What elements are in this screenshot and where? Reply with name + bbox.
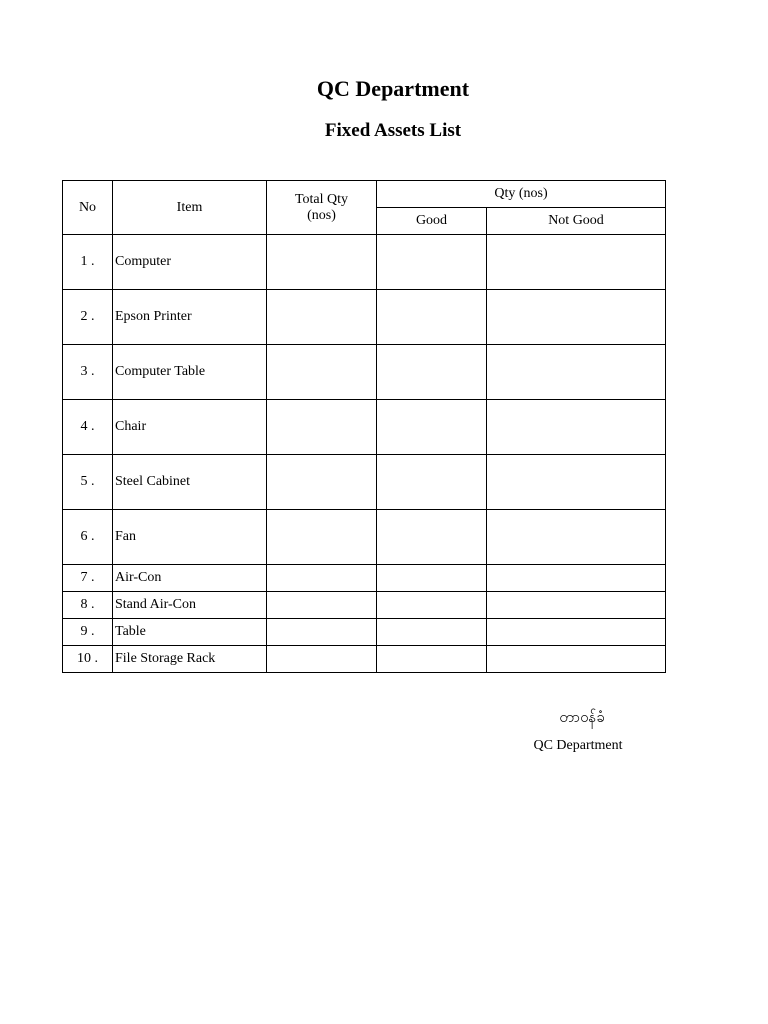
row-number: 8 . <box>63 592 113 619</box>
row-not-good-qty[interactable] <box>487 290 666 345</box>
row-item: Table <box>113 619 267 646</box>
row-item: File Storage Rack <box>113 646 267 673</box>
table-row <box>63 510 666 565</box>
row-item: Steel Cabinet <box>113 455 267 510</box>
row-not-good-qty[interactable] <box>487 510 666 565</box>
row-not-good-qty[interactable] <box>487 455 666 510</box>
table-row <box>63 565 666 592</box>
row-not-good-qty[interactable] <box>487 619 666 646</box>
row-total-qty[interactable] <box>267 290 377 345</box>
table-row <box>63 646 666 673</box>
row-total-qty[interactable] <box>267 565 377 592</box>
row-good-qty[interactable] <box>377 510 487 565</box>
row-number: 1 . <box>63 235 113 290</box>
row-total-qty[interactable] <box>267 619 377 646</box>
table-row <box>63 619 666 646</box>
row-not-good-qty[interactable] <box>487 235 666 290</box>
table-row <box>63 400 666 455</box>
signature-mark: တာဝန်ခံ <box>559 708 605 726</box>
row-item: Computer Table <box>113 345 267 400</box>
row-not-good-qty[interactable] <box>487 592 666 619</box>
row-number: 5 . <box>63 455 113 510</box>
page-subtitle: Fixed Assets List <box>324 120 462 141</box>
row-total-qty[interactable] <box>267 235 377 290</box>
column-group-qty: Qty (nos) <box>377 181 666 208</box>
column-header-no: No <box>63 181 113 235</box>
row-item: Fan <box>113 510 267 565</box>
total-qty-unit: (nos) <box>307 207 336 223</box>
row-item: Chair <box>113 400 267 455</box>
table-body <box>63 235 666 673</box>
row-total-qty[interactable] <box>267 400 377 455</box>
column-header-not-good: Not Good <box>487 208 666 235</box>
row-good-qty[interactable] <box>377 400 487 455</box>
page-title: QC Department <box>316 76 470 101</box>
signature-department: QC Department <box>533 738 623 753</box>
row-number: 9 . <box>63 619 113 646</box>
row-total-qty[interactable] <box>267 510 377 565</box>
row-number: 4 . <box>63 400 113 455</box>
table-row <box>63 345 666 400</box>
row-not-good-qty[interactable] <box>487 400 666 455</box>
column-header-good: Good <box>377 208 487 235</box>
row-total-qty[interactable] <box>267 345 377 400</box>
row-total-qty[interactable] <box>267 592 377 619</box>
fixed-assets-table <box>62 180 666 673</box>
row-number: 3 . <box>63 345 113 400</box>
row-number: 7 . <box>63 565 113 592</box>
row-item: Computer <box>113 235 267 290</box>
table-row <box>63 290 666 345</box>
row-number: 6 . <box>63 510 113 565</box>
row-number: 10 . <box>63 646 113 673</box>
row-number: 2 . <box>63 290 113 345</box>
row-total-qty[interactable] <box>267 646 377 673</box>
row-good-qty[interactable] <box>377 619 487 646</box>
row-total-qty[interactable] <box>267 455 377 510</box>
table-row <box>63 235 666 290</box>
row-item: Epson Printer <box>113 290 267 345</box>
row-good-qty[interactable] <box>377 290 487 345</box>
row-good-qty[interactable] <box>377 646 487 673</box>
row-not-good-qty[interactable] <box>487 345 666 400</box>
column-header-item: Item <box>113 181 267 235</box>
table-row <box>63 592 666 619</box>
row-good-qty[interactable] <box>377 565 487 592</box>
row-good-qty[interactable] <box>377 235 487 290</box>
row-good-qty[interactable] <box>377 455 487 510</box>
column-header-total-qty <box>267 181 377 235</box>
row-not-good-qty[interactable] <box>487 646 666 673</box>
table-row <box>63 455 666 510</box>
total-qty-label: Total Qty <box>294 191 349 207</box>
row-good-qty[interactable] <box>377 592 487 619</box>
row-item: Stand Air-Con <box>113 592 267 619</box>
row-good-qty[interactable] <box>377 345 487 400</box>
row-not-good-qty[interactable] <box>487 565 666 592</box>
table-header <box>63 181 666 235</box>
row-item: Air-Con <box>113 565 267 592</box>
